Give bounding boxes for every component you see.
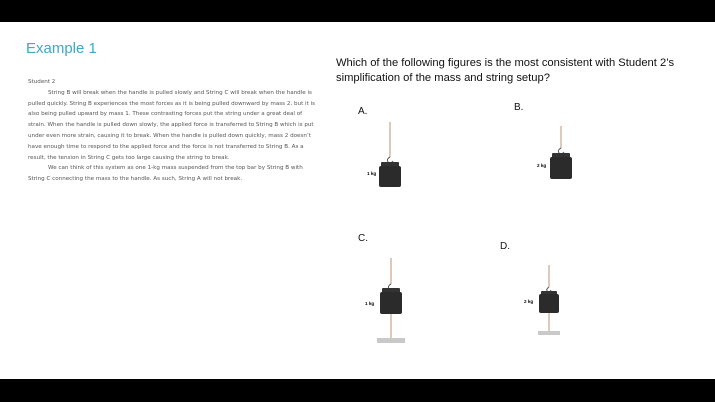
option-a-label: A. [358,106,368,117]
passage-paragraph-1: String B will break when the handle is pulled slowly and String C will break when the handle is pulled quickly. String B experiences the most forces as it is being pulled downward by mass 2, but it is also being pulled upward by mass 1. These contrasting forces put the string under a great deal of strain. When the handle is pulled down slowly, the applied force is transferred to String B which is put under even more strain, causing it to break. When the handle is pulled down quickly, mass 2 doesn’t have enough time to respond to the applied force and the force is not transferred to String B. As a result, the tension in String C gets too large causing the string to break. [28,89,316,161]
slide-title: Example 1 [26,40,97,57]
option-d-label: D. [500,241,510,252]
figure-d-mass-with-handle [535,265,563,337]
figure-c-mass-with-handle [374,258,408,344]
student-passage [28,77,320,185]
question-text: Which of the following figures is the most consistent with Student 2’s simplification of the mass and string setup? [336,57,675,84]
passage-paragraph-2: We can think of this system as one 1-kg mass suspended from the top bar by String B with String C connecting the mass to the handle. As such, String A will not break. [28,165,303,183]
option-c-label: C. [358,233,368,244]
slide [0,22,715,379]
figure-d-weight-label: 2 kg [524,299,534,304]
figure-b-hanging-mass [541,126,581,180]
option-b-label: B. [514,102,524,113]
passage-heading: Student 2 [28,79,56,85]
figure-a-hanging-mass [370,122,410,188]
figure-a-weight-label: 1 kg [367,171,377,176]
figure-c-weight-label: 1 kg [365,301,375,306]
figure-b-weight-label: 2 kg [537,163,547,168]
